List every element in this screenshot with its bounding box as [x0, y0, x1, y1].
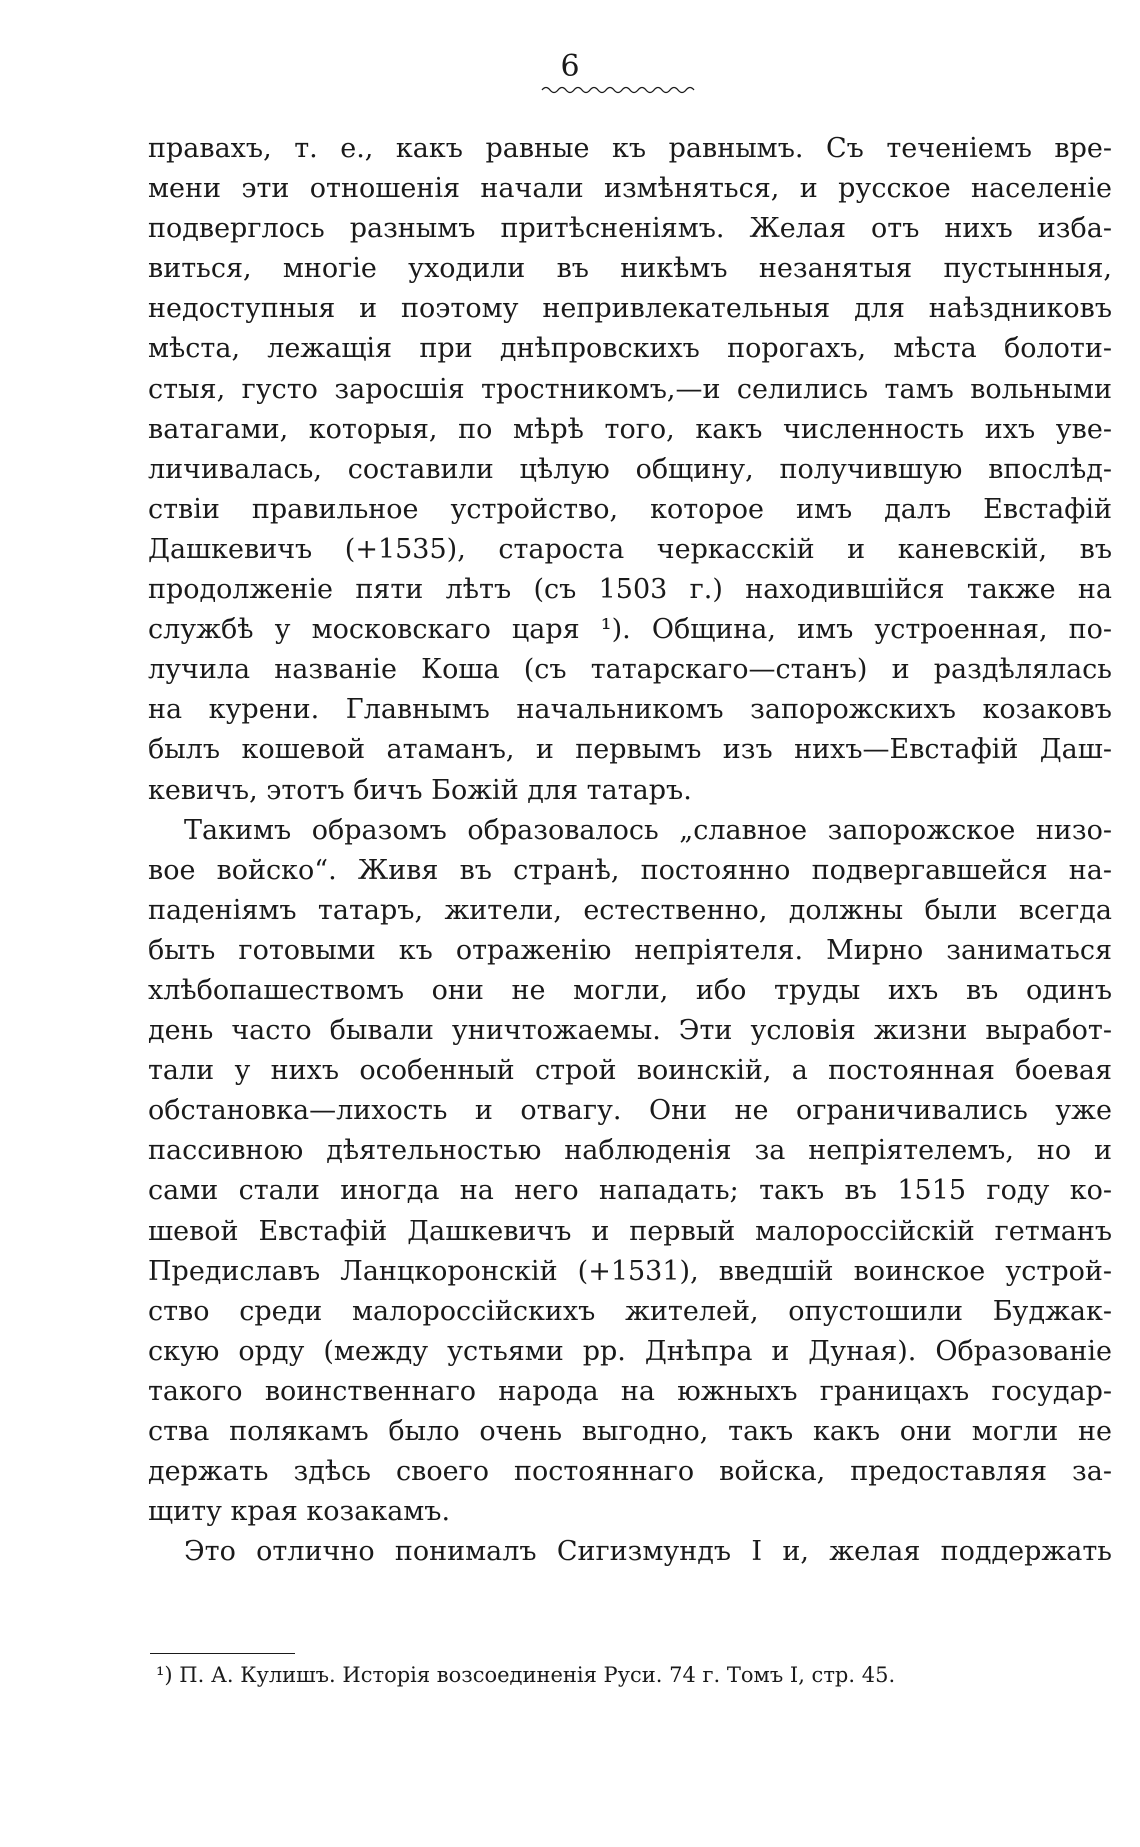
- text-line: пассивною дѣятельностью наблюденія за непріятелемъ, но и: [148, 1135, 1112, 1167]
- text-line: Это отлично понималъ Сигизмундъ I и, желая поддержать: [184, 1536, 1112, 1568]
- text-line: продолженіе пяти лѣтъ (съ 1503 г.) находившійся также на: [148, 574, 1112, 606]
- text-line: хлѣбопашествомъ они не могли, ибо труды ихъ въ одинъ: [148, 974, 1112, 1006]
- text-line: личивалась, составили цѣлую общину, получившую впослѣд-: [148, 453, 1112, 485]
- text-line: ства полякамъ было очень выгодно, такъ какъ они могли не: [148, 1416, 1112, 1447]
- text-line: ватагами, которыя, по мѣрѣ того, какъ численность ихъ уве-: [148, 413, 1112, 445]
- text-line: такого воинственнаго народа на южныхъ границахъ государ-: [148, 1375, 1112, 1407]
- text-line: держать здѣсь своего постояннаго войска, предоставляя за-: [148, 1456, 1112, 1488]
- text-line: шевой Евстафій Дашкевичъ и первый малороссійскій гетманъ: [148, 1215, 1112, 1247]
- text-line: правахъ, т. е., какъ равные къ равнымъ. Съ теченіемъ вре-: [148, 133, 1112, 164]
- text-line: на курени. Главнымъ начальникомъ запорожскихъ козаковъ: [148, 694, 1112, 726]
- text-line: паденіямъ татаръ, жители, естественно, должны были всегда: [148, 894, 1112, 926]
- text-line: сами стали иногда на него нападать; такъ въ 1515 году ко-: [148, 1175, 1112, 1207]
- text-line: быть готовыми къ отраженію непріятеля. Мирно заниматься: [148, 934, 1112, 966]
- text-line: вое войско“. Живя въ странѣ, постоянно подвергавшейся на-: [148, 854, 1112, 886]
- text-line: мени эти отношенія начали измѣняться, и русское населеніе: [148, 173, 1112, 205]
- text-line: подверглось разнымъ притѣсненіямъ. Желая отъ нихъ изба-: [148, 213, 1112, 245]
- footnote-divider: [150, 1653, 295, 1654]
- text-line: виться, многіе уходили въ никѣмъ незанятыя пустынныя,: [148, 253, 1112, 285]
- body-text: [148, 129, 1112, 1572]
- text-line: обстановка—лихость и отвагу. Они не ограничивались уже: [148, 1095, 1112, 1127]
- text-line: день часто бывали уничтожаемы. Эти условія жизни выработ-: [148, 1015, 1112, 1047]
- text-line: кевичъ, этотъ бичъ Божій для татаръ.: [148, 774, 692, 806]
- text-line: недоступныя и поэтому непривлекательныя для наѣздниковъ: [148, 293, 1112, 325]
- page-number: 6: [560, 49, 580, 84]
- wavy-ornament-icon: [540, 84, 700, 96]
- text-line: службѣ у московскаго царя ¹). Община, имъ устроенная, по-: [148, 614, 1112, 646]
- text-line: лучила названіе Коша (съ татарскаго—станъ) и раздѣлялась: [148, 654, 1112, 686]
- text-line: Дашкевичъ (+1535), староста черкасскій и каневскій, въ: [148, 533, 1112, 565]
- text-line: былъ кошевой атаманъ, и первымъ изъ нихъ—Евстафій Даш-: [148, 734, 1112, 766]
- text-line: ство среди малороссійскихъ жителей, опустошили Буджак-: [148, 1295, 1112, 1327]
- text-line: ствіи правильное устройство, которое имъ далъ Евстафій: [148, 493, 1112, 525]
- text-line: Такимъ образомъ образовалось „славное запорожское низо-: [184, 814, 1112, 846]
- footnote: ¹) П. А. Кулишъ. Исторія возсоединенія Руси. 74 г. Томъ I, стр. 45.: [156, 1663, 896, 1687]
- text-line: щиту края козакамъ.: [148, 1496, 451, 1528]
- text-line: Предиславъ Ланцкоронскій (+1531), введшій воинское устрой-: [148, 1255, 1112, 1287]
- text-line: скую орду (между устьями рр. Днѣпра и Дуная). Образованіе: [148, 1335, 1112, 1367]
- text-line: тали у нихъ особенный строй воинскій, а постоянная боевая: [148, 1055, 1112, 1087]
- text-line: мѣста, лежащія при днѣпровскихъ порогахъ, мѣста болоти-: [148, 333, 1112, 365]
- text-line: стыя, густо заросшія тростникомъ,—и селились тамъ вольными: [148, 373, 1112, 405]
